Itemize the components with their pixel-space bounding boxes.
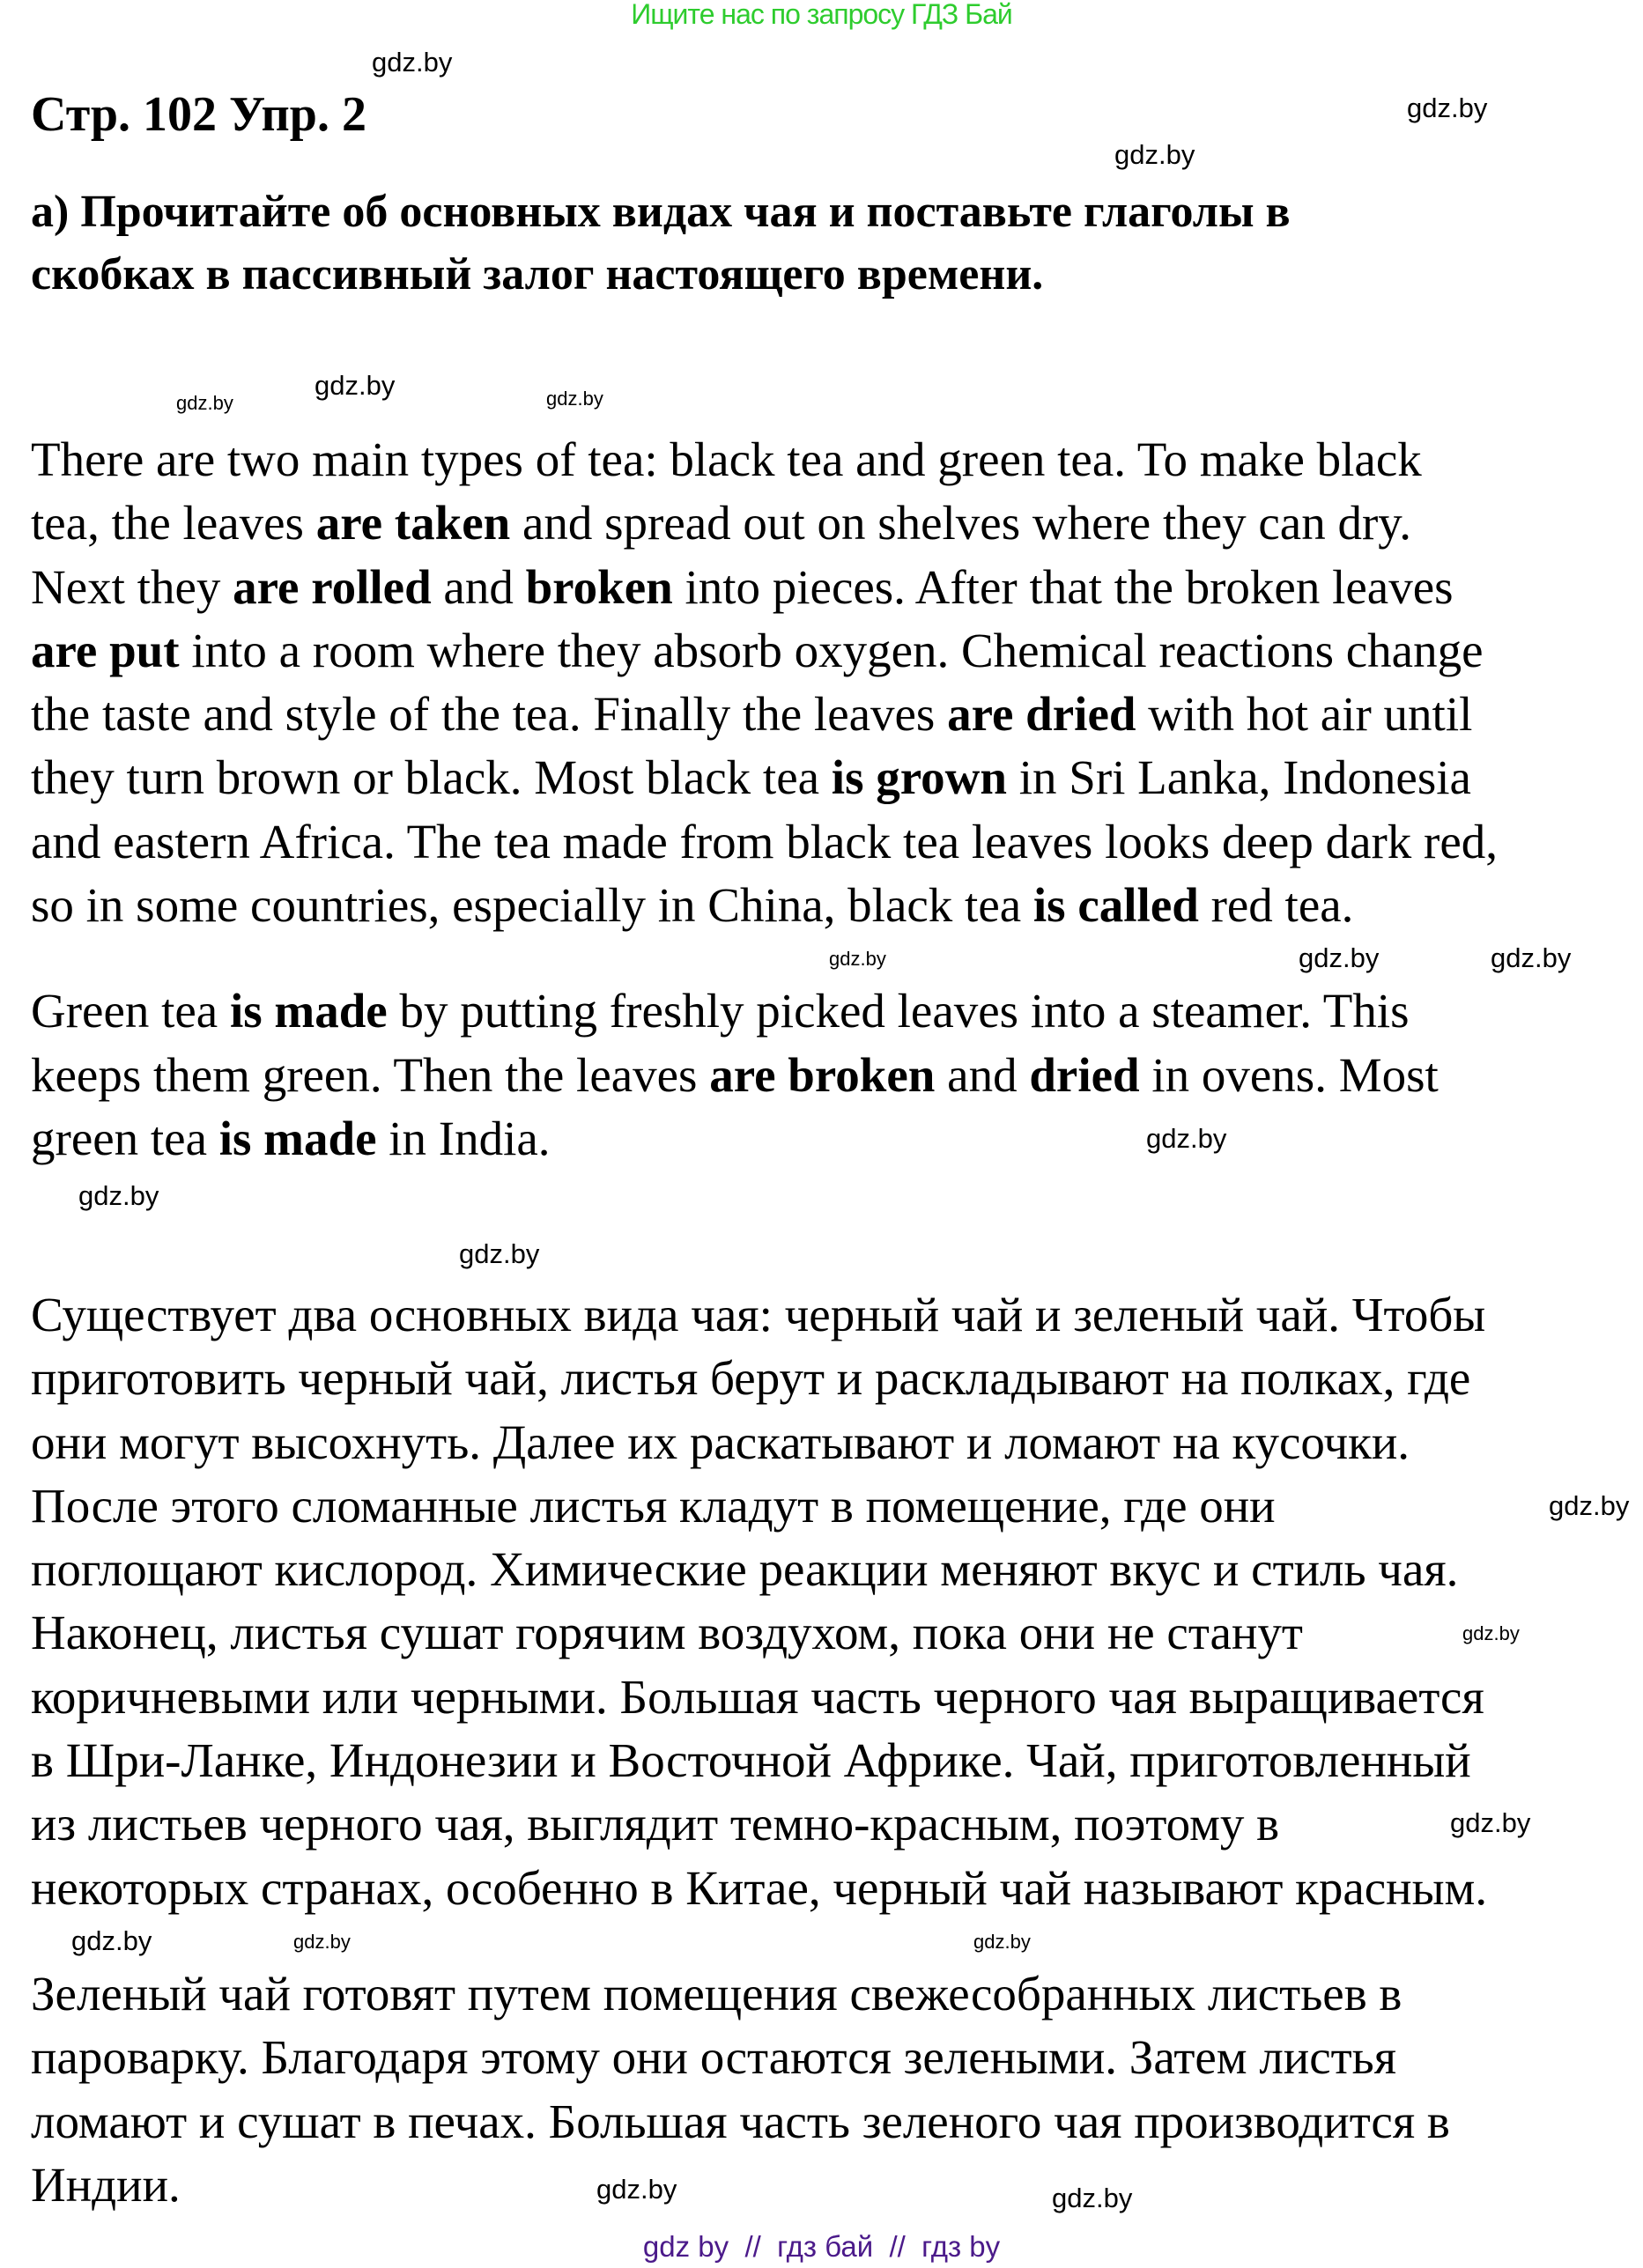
- text-segment: into pieces. After that the broken leaves: [672, 559, 1454, 614]
- text-segment: tea, the leaves: [31, 496, 316, 550]
- text-segment: in ovens. Most: [1139, 1047, 1439, 1102]
- text-line: [31, 1857, 1487, 1920]
- text-line: [31, 1044, 1439, 1107]
- paragraph: [31, 428, 1498, 937]
- passive-verb: is grown: [831, 750, 1007, 805]
- text-segment: and spread out on shelves where they can dry.: [510, 496, 1411, 550]
- text-line: [31, 1474, 1276, 1538]
- text-segment: red tea.: [1198, 878, 1354, 933]
- text-segment: Существует два основных вида чая: черный чай и зеленый чай. Чтобы: [31, 1288, 1486, 1341]
- text-line: [31, 2153, 181, 2217]
- text-line: [31, 1538, 1458, 1601]
- task-instruction: [31, 181, 1291, 306]
- watermark: gdz.by: [1299, 942, 1380, 973]
- watermark: gdz.by: [372, 47, 453, 78]
- text-segment: so in some countries, especially in China, black tea: [31, 878, 1033, 933]
- text-segment: Зеленый чай готовят путем помещения свежесобранных листьев в: [31, 1966, 1402, 2021]
- text-segment: There are two main types of tea: black tea and green tea. To make black: [31, 432, 1422, 486]
- text-line: [31, 2026, 1396, 2089]
- passive-verb: are taken: [315, 496, 511, 550]
- text-segment: они могут высохнуть. Далее их раскатывают и ломают на кусочки.: [31, 1415, 1410, 1469]
- text-line: [31, 491, 1411, 555]
- instruction-line: скобках в пассивный залог настоящего времени.: [31, 249, 1044, 299]
- watermark: gdz.by: [1491, 942, 1572, 973]
- text-line: [31, 1411, 1410, 1474]
- watermark: gdz.by: [1052, 2183, 1133, 2213]
- text-line: [31, 428, 1422, 491]
- watermark: gdz.by: [315, 370, 396, 401]
- text-segment: поглощают кислород. Химические реакции меняют вкус и стиль чая.: [31, 1542, 1459, 1597]
- text-segment: into a room where they absorb oxygen. Chemical reactions change: [179, 623, 1484, 677]
- watermark: gdz.by: [1462, 1622, 1520, 1644]
- text-segment: приготовить черный чай, листья берут и раскладывают на полках, где: [31, 1351, 1471, 1406]
- russian-translation: [31, 1283, 1487, 2259]
- watermark: gdz.by: [1450, 1807, 1531, 1838]
- watermark: gdz.by: [1146, 1123, 1227, 1154]
- text-segment: Next they: [31, 559, 233, 614]
- text-segment: and: [431, 559, 526, 614]
- watermark: gdz.by: [176, 392, 233, 414]
- text-line: [31, 874, 1353, 937]
- watermark: gdz.by: [973, 1931, 1031, 1953]
- text-line: [31, 810, 1498, 874]
- passive-verb: is made: [229, 984, 388, 1038]
- text-segment: they turn brown or black. Most black tea: [31, 750, 832, 805]
- text-line: [31, 979, 1410, 1043]
- text-segment: пароварку. Благодаря этому они остаются зелеными. Затем листья: [31, 2030, 1397, 2085]
- passive-verb: are dried: [947, 687, 1136, 742]
- text-line: [31, 1666, 1484, 1729]
- passive-verb: broken: [525, 559, 673, 614]
- text-segment: Наконец, листья сушат горячим воздухом, пока они не станут: [31, 1606, 1303, 1660]
- passive-verb: dried: [1029, 1047, 1140, 1102]
- text-segment: из листьев черного чая, выглядит темно-красным, поэтому в: [31, 1797, 1280, 1851]
- text-segment: Индии.: [31, 2157, 181, 2212]
- english-text: [31, 428, 1498, 1213]
- passive-verb: are broken: [709, 1047, 936, 1102]
- text-line: [31, 1792, 1279, 1856]
- watermark: gdz.by: [596, 2174, 677, 2205]
- paragraph: [31, 1962, 1487, 2217]
- text-segment: in Sri Lanka, Indonesia: [1006, 750, 1471, 805]
- text-segment: Green tea: [31, 984, 230, 1038]
- passive-verb: is called: [1032, 878, 1199, 933]
- watermark: gdz.by: [78, 1180, 159, 1211]
- watermark: gdz.by: [71, 1925, 152, 1956]
- passive-verb: are rolled: [233, 559, 432, 614]
- watermark: gdz.by: [829, 948, 886, 970]
- footer-links: gdz by // гдз бай // гдз by: [642, 2230, 1001, 2263]
- text-line: [31, 683, 1472, 746]
- text-segment: коричневыми или черными. Большая часть черного чая выращивается: [31, 1669, 1484, 1724]
- watermark: gdz.by: [1549, 1490, 1630, 1521]
- text-line: [31, 746, 1471, 809]
- text-segment: ломают и сушат в печах. Большая часть зеленого чая производится в: [31, 2094, 1450, 2148]
- watermark: gdz.by: [1407, 92, 1488, 123]
- instruction-line: а) Прочитайте об основных видах чая и поставьте глаголы в: [31, 187, 1291, 237]
- text-segment: with hot air until: [1136, 687, 1473, 742]
- text-line: [31, 556, 1454, 619]
- text-segment: в Шри-Ланке, Индонезии и Восточной Африке. Чай, приготовленный: [31, 1733, 1471, 1788]
- passive-verb: are put: [31, 623, 180, 677]
- text-line: [31, 1283, 1485, 1347]
- watermark: gdz.by: [1114, 139, 1195, 170]
- text-segment: and: [935, 1047, 1030, 1102]
- text-segment: and eastern Africa. The tea made from black tea leaves looks deep dark red,: [31, 814, 1499, 868]
- text-segment: in India.: [376, 1111, 551, 1165]
- text-line: [31, 2090, 1450, 2153]
- watermark: gdz.by: [546, 388, 603, 410]
- watermark: gdz.by: [459, 1238, 540, 1269]
- text-line: [31, 1729, 1471, 1792]
- text-line: [31, 1347, 1470, 1410]
- text-segment: by putting freshly picked leaves into a steamer. This: [387, 984, 1410, 1038]
- text-segment: keeps them green. Then the leaves: [31, 1047, 710, 1102]
- text-segment: the taste and style of the tea. Finally the leaves: [31, 687, 948, 742]
- paragraph: [31, 979, 1498, 1171]
- text-line: [31, 1962, 1402, 2026]
- passive-verb: is made: [218, 1111, 377, 1165]
- text-segment: После этого сломанные листья кладут в помещение, где они: [31, 1478, 1276, 1533]
- text-line: [31, 1601, 1303, 1665]
- text-segment: green tea: [31, 1111, 219, 1165]
- text-segment: некоторых странах, особенно в Китае, черный чай называют красным.: [31, 1860, 1488, 1915]
- page-title: Стр. 102 Упр. 2: [31, 87, 366, 142]
- watermark: gdz.by: [293, 1931, 351, 1953]
- top-banner: Ищите нас по запросу ГДЗ Бай: [631, 0, 1012, 30]
- text-line: [31, 1107, 551, 1171]
- paragraph: [31, 1283, 1487, 1920]
- text-line: [31, 619, 1484, 683]
